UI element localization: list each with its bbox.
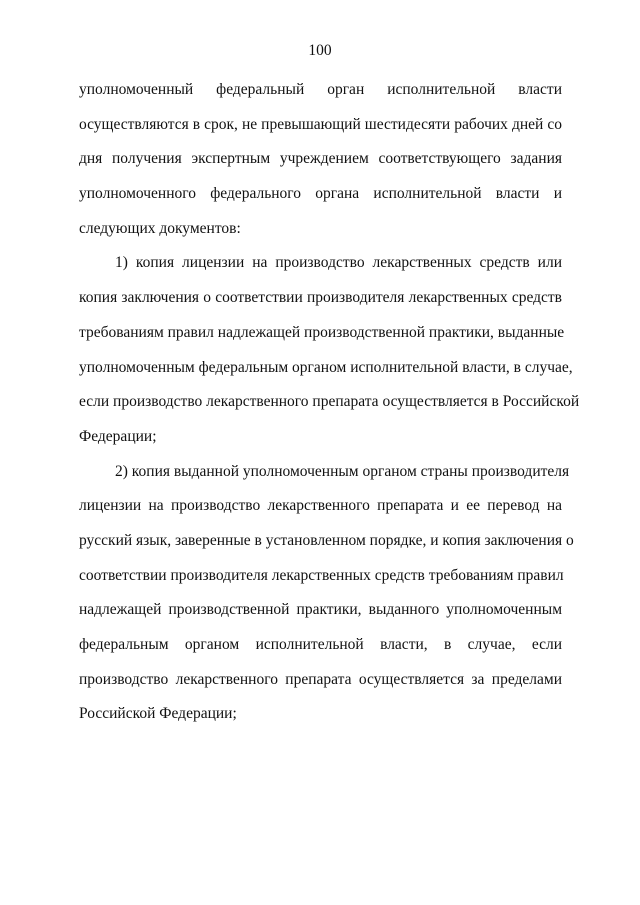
- paragraph-3-line-8: Российской Федерации;: [79, 705, 237, 723]
- page-number: 100: [308, 42, 332, 59]
- paragraph-3-line-5: надлежащей производственной практики, выданного уполномоченным: [79, 601, 562, 619]
- paragraph-2-line-1: 1) копия лицензии на производство лекарственных средств или: [115, 254, 562, 272]
- paragraph-3-line-1: 2) копия выданной уполномоченным органом страны производителя: [115, 462, 570, 480]
- paragraph-2-line-6: Федерации;: [79, 427, 157, 445]
- paragraph-3-line-4: соответствии производителя лекарственных средств требованиям правил: [79, 566, 564, 584]
- paragraph-1-line-2: осуществляются в срок, не превышающий шестидесяти рабочих дней со: [79, 115, 562, 133]
- paragraph-1-line-3: дня получения экспертным учреждением соответствующего задания: [79, 150, 562, 168]
- paragraph-3-line-3: русский язык, заверенные в установленном порядке, и копия заключения о: [79, 531, 574, 549]
- paragraph-3-line-2: лицензии на производство лекарственного препарата и ее перевод на: [79, 497, 562, 515]
- document-body: [79, 73, 580, 732]
- paragraph-2-line-2: копия заключения о соответствии производителя лекарственных средств: [79, 289, 562, 307]
- paragraph-2-line-4: уполномоченным федеральным органом исполнительной власти, в случае,: [79, 358, 573, 376]
- paragraph-1-line-1: уполномоченный федеральный орган исполнительной власти: [79, 81, 562, 98]
- paragraph-3-line-7: производство лекарственного препарата осуществляется за пределами: [79, 670, 562, 688]
- paragraph-2-line-5: если производство лекарственного препарата осуществляется в Российской: [79, 393, 580, 411]
- paragraph-3-line-6: федеральным органом исполнительной власти, в случае, если: [79, 636, 562, 653]
- paragraph-1-line-5: следующих документов:: [79, 219, 241, 237]
- paragraph-2-line-3: требованиям правил надлежащей производственной практики, выданные: [79, 323, 565, 341]
- paragraph-1-line-4: уполномоченного федерального органа исполнительной власти и: [79, 185, 562, 203]
